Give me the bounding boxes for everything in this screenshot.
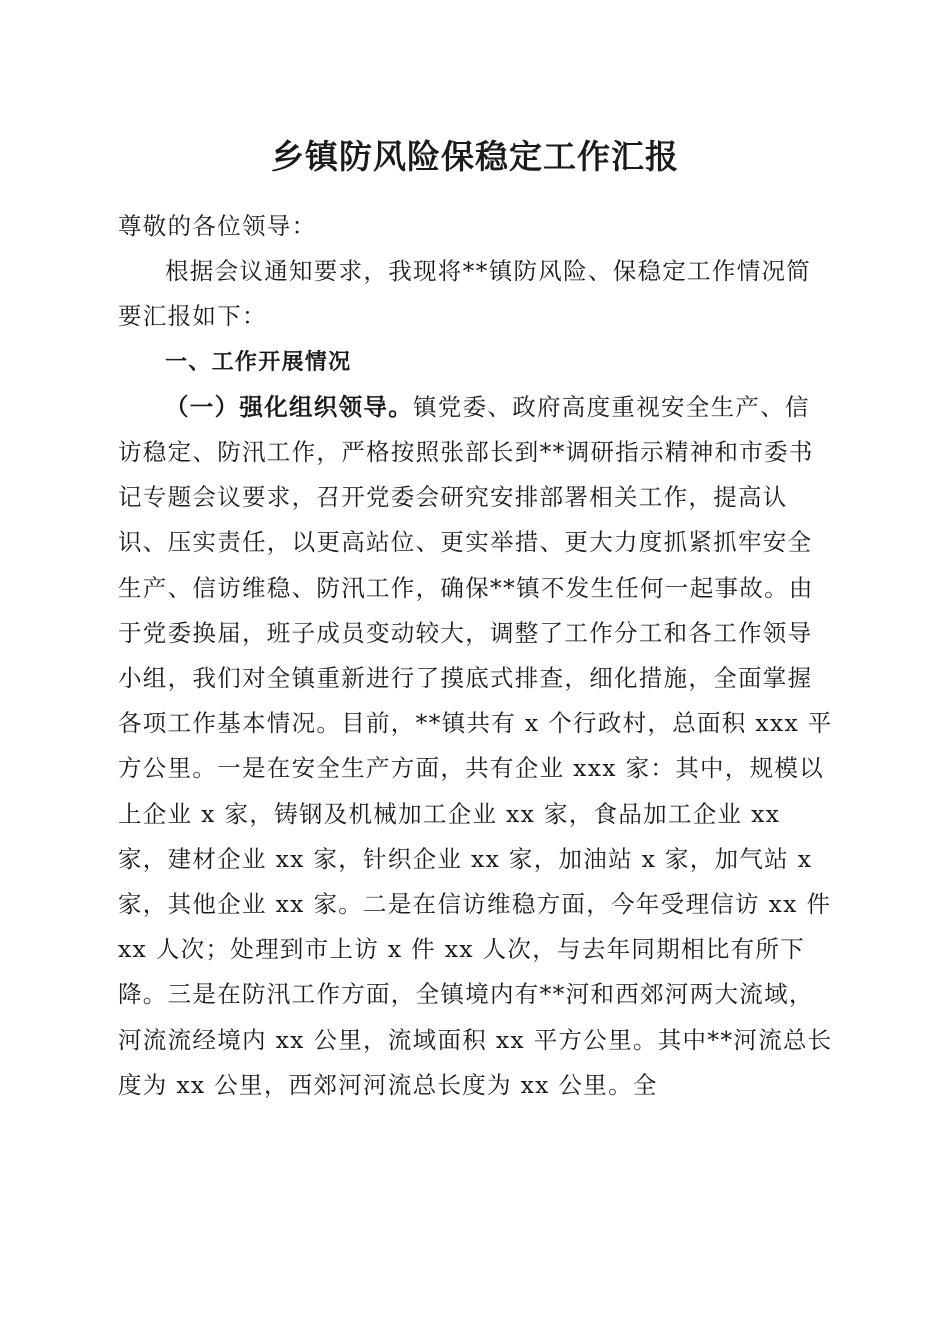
document-body [118, 204, 834, 1108]
subsection-paragraph [118, 385, 834, 1108]
salutation: 尊敬的各位领导： [118, 212, 317, 240]
subsection-body: 镇党委、政府高度重视安全生产、信访稳定、防汛工作，严格按照张部长到**调研指示精神和市委书记专题会议要求，召开党委会研究安排部署相关工作，提高认识、压实责任，以更高站位、更实举措、更大力度抓紧抓牢安全生产、信访维稳、防汛工作，确保**镇不发生任何一起事故。由于党委换届，班子成员变动较大，调整了工作分工和各工作领导小组，我们对全镇重新进行了摸底式排查，细化措施，全面掌握各项工作基本情况。目前，**镇共有 x 个行政村，总面积 xxx 平方公里。一是在安全生产方面，共有企业 xxx 家：其中，规模以上企业 x 家，铸钢及机械加工企业 xx 家，食品加工企业 xx 家，建材企业 xx 家，针织企业 xx 家，加油站 x 家，加气站 x 家，其他企业 xx 家。二是在信访维稳方面，今年受理信访 xx 件 xx 人次；处理到市上访 x 件 xx 人次，与去年同期相比有所下降。三是在防汛工作方面，全镇境内有**河和西郊河两大流域，河流流经境内 xx 公里，流域面积 xx 平方公里。其中**河流总长度为 xx 公里，西郊河河流总长度为 xx 公里。全 [118, 392, 833, 1099]
subsection-lead: （一）强化组织领导。 [165, 392, 413, 421]
section-heading: 一、工作开展情况 [165, 349, 352, 375]
intro-paragraph: 根据会议通知要求，我现将**镇防风险、保稳定工作情况简要汇报如下： [118, 257, 812, 331]
document-title: 乡镇防风险保稳定工作汇报 [271, 137, 679, 176]
